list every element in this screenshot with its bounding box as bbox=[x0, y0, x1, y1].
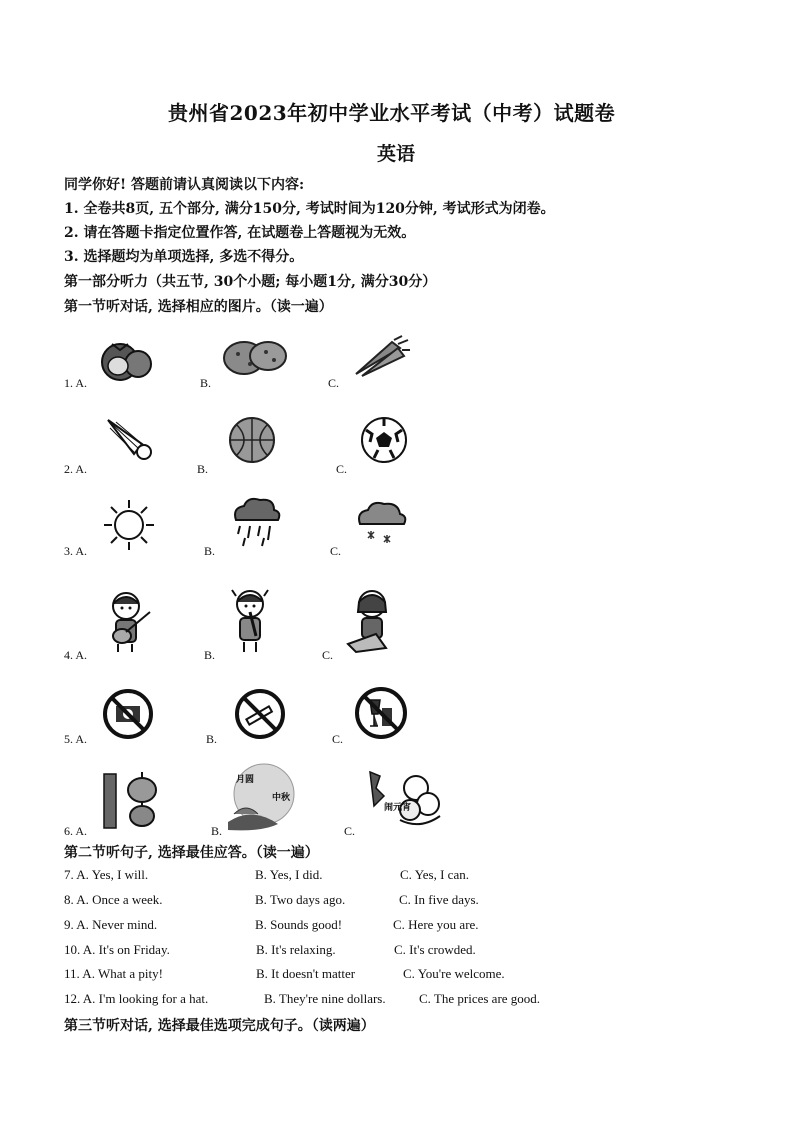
instruction-item-2: 2. 请在答题卡指定位置作答, 在试题卷上答题视为无效。 bbox=[64, 225, 416, 241]
q12-option-a: 12. A. I'm looking for a hat. bbox=[64, 991, 209, 1006]
q6-label-b: B. bbox=[211, 824, 223, 838]
q1-label-a: 1. A. bbox=[64, 376, 88, 390]
part1-heading: 第一部分听力（共五节, 30个小题; 每小题1分, 满分30分） bbox=[64, 274, 437, 290]
q9-option-b: B. Sounds good! bbox=[255, 917, 343, 932]
carrot-icon bbox=[352, 334, 410, 378]
q6-label-c: C. bbox=[344, 824, 356, 838]
q11-option-a: 11. A. What a pity! bbox=[64, 966, 163, 981]
q10-option-c: C. It's crowded. bbox=[394, 942, 476, 957]
lantern-festival-icon bbox=[98, 770, 164, 832]
q2-label-b: B. bbox=[197, 462, 209, 476]
dumpling-text: 闹元宵 bbox=[384, 803, 412, 813]
soccer-ball-icon bbox=[360, 416, 408, 464]
instruction-item-1: 1. 全卷共8页, 五个部分, 满分150分, 考试时间为120分钟, 考试形式为闭卷。 bbox=[64, 201, 555, 217]
q8-option-c: C. In five days. bbox=[399, 892, 479, 907]
q2-label-a: 2. A. bbox=[64, 462, 88, 476]
q12-option-b: B. They're nine dollars. bbox=[264, 991, 386, 1006]
no-photo-icon bbox=[102, 688, 154, 740]
q3-label-a: 3. A. bbox=[64, 544, 88, 558]
tomato-icon bbox=[98, 336, 156, 384]
q7-option-b: B. Yes, I did. bbox=[255, 867, 323, 882]
section3-heading: 第三节听对话, 选择最佳选项完成句子。（读两遍） bbox=[64, 1018, 375, 1034]
girl-flute-icon bbox=[226, 588, 276, 654]
q2-label-c: C. bbox=[336, 462, 348, 476]
basketball-icon bbox=[228, 416, 276, 464]
exam-title: 贵州省2023年初中学业水平考试（中考）试题卷 bbox=[168, 101, 616, 125]
q12-option-c: C. The prices are good. bbox=[419, 991, 541, 1006]
instructions-greeting: 同学你好! 答题前请认真阅读以下内容: bbox=[64, 177, 305, 193]
q5-label-c: C. bbox=[332, 732, 344, 746]
shuttlecock-icon bbox=[104, 414, 156, 460]
girl-drawing-icon bbox=[346, 588, 398, 654]
q7-option-a: 7. A. Yes, I will. bbox=[64, 867, 149, 882]
girl-guitar-icon bbox=[100, 590, 162, 654]
snow-cloud-icon bbox=[354, 496, 410, 548]
q4-label-c: C. bbox=[322, 648, 334, 662]
dumpling-icon bbox=[366, 768, 444, 830]
q1-label-b: B. bbox=[200, 376, 212, 390]
no-drinking-icon bbox=[354, 686, 408, 740]
q6-label-a: 6. A. bbox=[64, 824, 88, 838]
q3-label-b: B. bbox=[204, 544, 216, 558]
q3-label-c: C. bbox=[330, 544, 342, 558]
q10-option-b: B. It's relaxing. bbox=[256, 942, 336, 957]
section2-heading: 第二节听句子, 选择最佳应答。（读一遍） bbox=[64, 845, 319, 861]
q4-label-a: 4. A. bbox=[64, 648, 88, 662]
q4-label-b: B. bbox=[204, 648, 216, 662]
section1-heading: 第一节听对话, 选择相应的图片。（读一遍） bbox=[64, 299, 333, 315]
mid-autumn-icon bbox=[222, 762, 304, 834]
instruction-item-3: 3. 选择题均为单项选择, 多选不得分。 bbox=[64, 249, 304, 265]
potato-icon bbox=[222, 334, 290, 378]
q7-option-c: C. Yes, I can. bbox=[400, 867, 469, 882]
q5-label-b: B. bbox=[206, 732, 218, 746]
q11-option-c: C. You're welcome. bbox=[403, 966, 505, 981]
moon-text-1: 月圆 bbox=[236, 775, 255, 785]
q8-option-a: 8. A. Once a week. bbox=[64, 892, 163, 907]
no-smoking-icon bbox=[234, 688, 286, 740]
sun-icon bbox=[102, 498, 156, 552]
q9-option-c: C. Here you are. bbox=[393, 917, 479, 932]
subject-title: 英语 bbox=[377, 143, 416, 165]
rain-cloud-icon bbox=[228, 494, 284, 548]
q5-label-a: 5. A. bbox=[64, 732, 88, 746]
moon-text-2: 中秋 bbox=[272, 793, 291, 803]
q10-option-a: 10. A. It's on Friday. bbox=[64, 942, 170, 957]
q9-option-a: 9. A. Never mind. bbox=[64, 917, 158, 932]
q11-option-b: B. It doesn't matter bbox=[256, 966, 356, 981]
q8-option-b: B. Two days ago. bbox=[255, 892, 346, 907]
q1-label-c: C. bbox=[328, 376, 340, 390]
